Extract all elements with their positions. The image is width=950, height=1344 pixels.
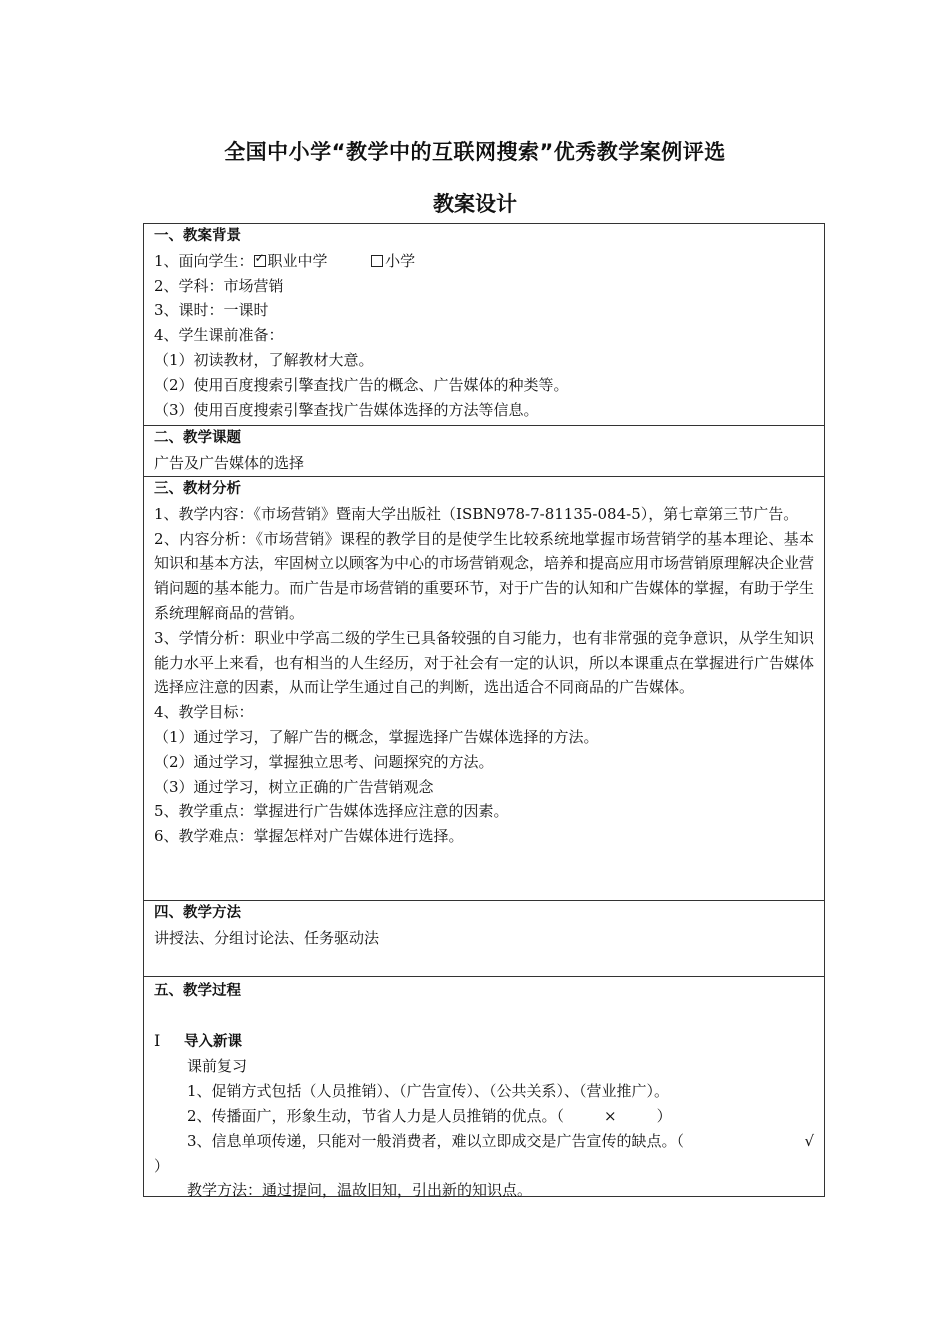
audience-row	[154, 249, 814, 274]
analysis-paragraph: 2、内容分析：《市场营销》课程的教学目的是使学生比较系统地掌握市场营销学的基本理论、基本知识和基本方法，牢固树立以顾客为中心的市场营销观念，培养和提高应用市场营销原理解决企业营销问题的基本能力。而广告是市场营销的重要环节，对于广告的认知和广告媒体的掌握，有助于学生系统理解商品的营销。	[154, 529, 815, 622]
section-heading: 五、教学过程	[154, 983, 241, 999]
question-text: 3、信息单项传递，只能对一般消费者，难以立即成交是广告宣传的缺点。（	[187, 1131, 685, 1150]
key-point: 5、教学重点：掌握进行广告媒体选择应注意的因素。	[154, 802, 509, 821]
review-question-1: 1、促销方式包括（人员推销）、（广告宣传）、（公共关系）、（营业推广）。	[187, 1082, 670, 1101]
section-background	[144, 224, 824, 425]
learner-paragraph: 3、学情分析：职业中学高二级的学生已具备较强的自习能力，也有非常强的竞争意识，从学生知识能力水平上来看，也有相当的人生经历，对于社会有一定的认识，所以本课重点在掌握进行广告媒体选择应注意的因素，从而让学生通过自己的判断，选出适合不同商品的广告媒体。	[154, 628, 815, 697]
section-heading: 三、教材分析	[154, 481, 241, 497]
answer-mark: ×	[604, 1106, 617, 1125]
subject-line: 2、学科：市场营销	[154, 276, 284, 295]
lesson-plan-table	[143, 223, 825, 1200]
section-heading: 四、教学方法	[154, 905, 241, 921]
methods-text: 讲授法、分组讨论法、任务驱动法	[154, 928, 380, 947]
hours-line: 3、课时：一课时	[154, 301, 269, 320]
checkbox-primary[interactable]	[371, 255, 383, 267]
answer-mark: √	[804, 1131, 814, 1150]
bracket-close: ）	[154, 1156, 170, 1175]
review-question-3	[154, 1129, 814, 1154]
section-material-analysis	[144, 476, 824, 900]
audience-label: 1、面向学生：	[154, 251, 254, 270]
question-text: 2、传播面广，形象生动，节省人力是人员推销的优点。（	[187, 1106, 565, 1125]
goal-item: （1）通过学习，了解广告的概念，掌握选择广告媒体选择的方法。	[154, 727, 599, 746]
document-subtitle: 教案设计	[433, 192, 517, 216]
option-vocational-label: 职业中学	[267, 251, 328, 270]
section-topic	[144, 425, 824, 476]
difficulty-point: 6、教学难点：掌握怎样对广告媒体进行选择。	[154, 827, 464, 846]
prep-item: （3）使用百度搜索引擎查找广告媒体选择的方法等信息。	[154, 400, 539, 419]
section-process	[144, 976, 824, 1200]
topic-text: 广告及广告媒体的选择	[154, 453, 305, 472]
prep-title: 4、学生课前准备：	[154, 326, 284, 345]
section-heading: 一、教案背景	[154, 228, 241, 244]
goal-item: （3）通过学习，树立正确的广告营销观念	[154, 777, 434, 796]
section-heading: 二、教学课题	[154, 430, 241, 446]
goals-title: 4、教学目标：	[154, 703, 254, 722]
prep-item: （1）初读教材，了解教材大意。	[154, 350, 374, 369]
part-header	[154, 1029, 814, 1055]
review-question-2	[154, 1104, 814, 1129]
goal-item: （2）通过学习，掌握独立思考、问题探究的方法。	[154, 752, 494, 771]
method-note: 教学方法：通过提问，温故旧知，引出新的知识点。	[187, 1181, 533, 1200]
option-primary-label: 小学	[385, 251, 416, 270]
bracket-close: ）	[656, 1106, 672, 1125]
document-title: 全国中小学“教学中的互联网搜索”优秀教学案例评选	[224, 140, 726, 164]
content-paragraph: 1、教学内容：《市场营销》暨南大学出版社（ISBN978-7-81135-084-5），第七章第三节广告。	[154, 504, 799, 523]
part-number: Ⅰ	[154, 1030, 161, 1050]
section-methods	[144, 900, 824, 976]
prep-item: （2）使用百度搜索引擎查找广告的概念、广告媒体的种类等。	[154, 375, 569, 394]
check-icon: ✓	[254, 250, 265, 265]
review-label: 课前复习	[187, 1057, 248, 1076]
part-title: 导入新课	[184, 1033, 242, 1050]
checkbox-vocational[interactable]	[254, 250, 266, 267]
